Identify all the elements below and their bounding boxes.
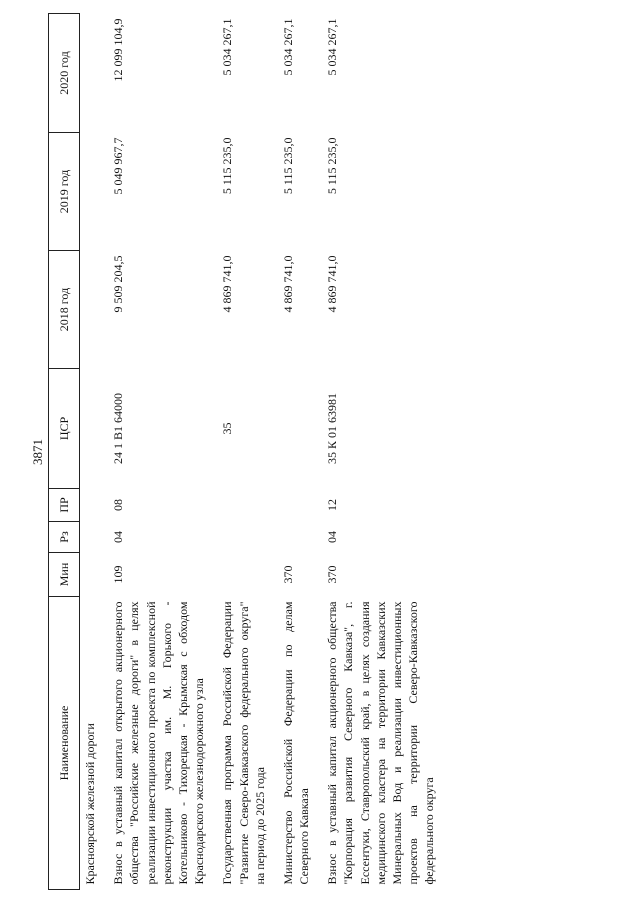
header-name: Наименование xyxy=(49,597,80,890)
table-header-row xyxy=(49,14,80,890)
row-2018: 9 509 204,5 xyxy=(111,255,126,313)
row-csr: 35 xyxy=(220,422,235,435)
row-pr xyxy=(270,489,314,522)
row-2019: 5 115 235,0 xyxy=(325,137,340,195)
header-2020: 2020 год xyxy=(49,14,80,133)
row-pr xyxy=(209,489,270,522)
row-2019 xyxy=(80,133,101,251)
header-2019: 2019 год xyxy=(49,133,80,251)
table-row xyxy=(314,14,439,890)
table-row xyxy=(270,14,314,890)
row-2020 xyxy=(80,14,101,133)
row-name: Красноярской железной дороги xyxy=(83,723,97,885)
row-2020: 12 099 104,9 xyxy=(111,18,126,82)
row-2018: 4 869 741,0 xyxy=(280,255,295,313)
table-row xyxy=(80,14,101,890)
rotated-content xyxy=(30,12,610,892)
row-2020: 5 034 267,1 xyxy=(280,18,295,76)
row-name: Взнос в уставный капитал акционерного общества "Корпорация развития Северного Кавказа", г. Ессентуки, Ставропольский край, в целях создания медицинского кластера на территории Кавказских Минеральных Вод и реализации инвестиционных проектов на территории Северо-Кавказского федерального округа xyxy=(325,601,437,885)
row-rz: 04 xyxy=(325,531,340,543)
budget-table xyxy=(48,13,440,890)
row-pr xyxy=(80,489,101,522)
header-csr: ЦСР xyxy=(49,369,80,489)
row-2018 xyxy=(80,251,101,369)
row-min: 109 xyxy=(111,565,126,584)
row-csr: 35 К 01 63981 xyxy=(325,393,340,465)
row-csr xyxy=(80,369,101,489)
row-pr: 08 xyxy=(111,499,126,511)
row-2019: 5 049 967,7 xyxy=(111,137,126,195)
header-2018: 2018 год xyxy=(49,251,80,369)
row-rz xyxy=(270,522,314,553)
row-2019: 5 115 235,0 xyxy=(280,137,295,195)
row-csr: 24 1 В1 64000 xyxy=(111,393,126,465)
row-name: Взнос в уставный капитал открытого акционерного общества "Российские железные дороги" в целях реализации инвестиционного проекта по комплексной реконструкции участка им. М. Горького - Котельниково - Тихорецкая - Крымская с обходом Краснодарского железнодорожного узла xyxy=(111,601,207,885)
row-min: 370 xyxy=(280,565,295,584)
header-min: Мин xyxy=(49,553,80,597)
table-row xyxy=(209,14,270,890)
row-rz xyxy=(80,522,101,553)
row-pr: 12 xyxy=(325,499,340,511)
row-name: Государственная программа Российской Федерации "Развитие Северо-Кавказского федерального округа" на период до 2025 года xyxy=(220,601,267,885)
row-2019: 5 115 235,0 xyxy=(220,137,235,195)
row-2020: 5 034 267,1 xyxy=(325,18,340,76)
row-2020: 5 034 267,1 xyxy=(220,18,235,76)
row-csr xyxy=(270,369,314,489)
row-rz xyxy=(209,522,270,553)
page-number: 3871 xyxy=(30,439,45,465)
row-2018: 4 869 741,0 xyxy=(220,255,235,313)
row-min xyxy=(209,553,270,597)
row-min xyxy=(80,553,101,597)
row-2018: 4 869 741,0 xyxy=(325,255,340,313)
header-pr: ПР xyxy=(49,489,80,522)
header-rz: Рз xyxy=(49,522,80,553)
row-rz: 04 xyxy=(111,531,126,543)
table-row xyxy=(100,14,209,890)
row-min: 370 xyxy=(325,565,340,584)
row-name: Министерство Российской Федерации по делам Северного Кавказа xyxy=(280,601,312,885)
